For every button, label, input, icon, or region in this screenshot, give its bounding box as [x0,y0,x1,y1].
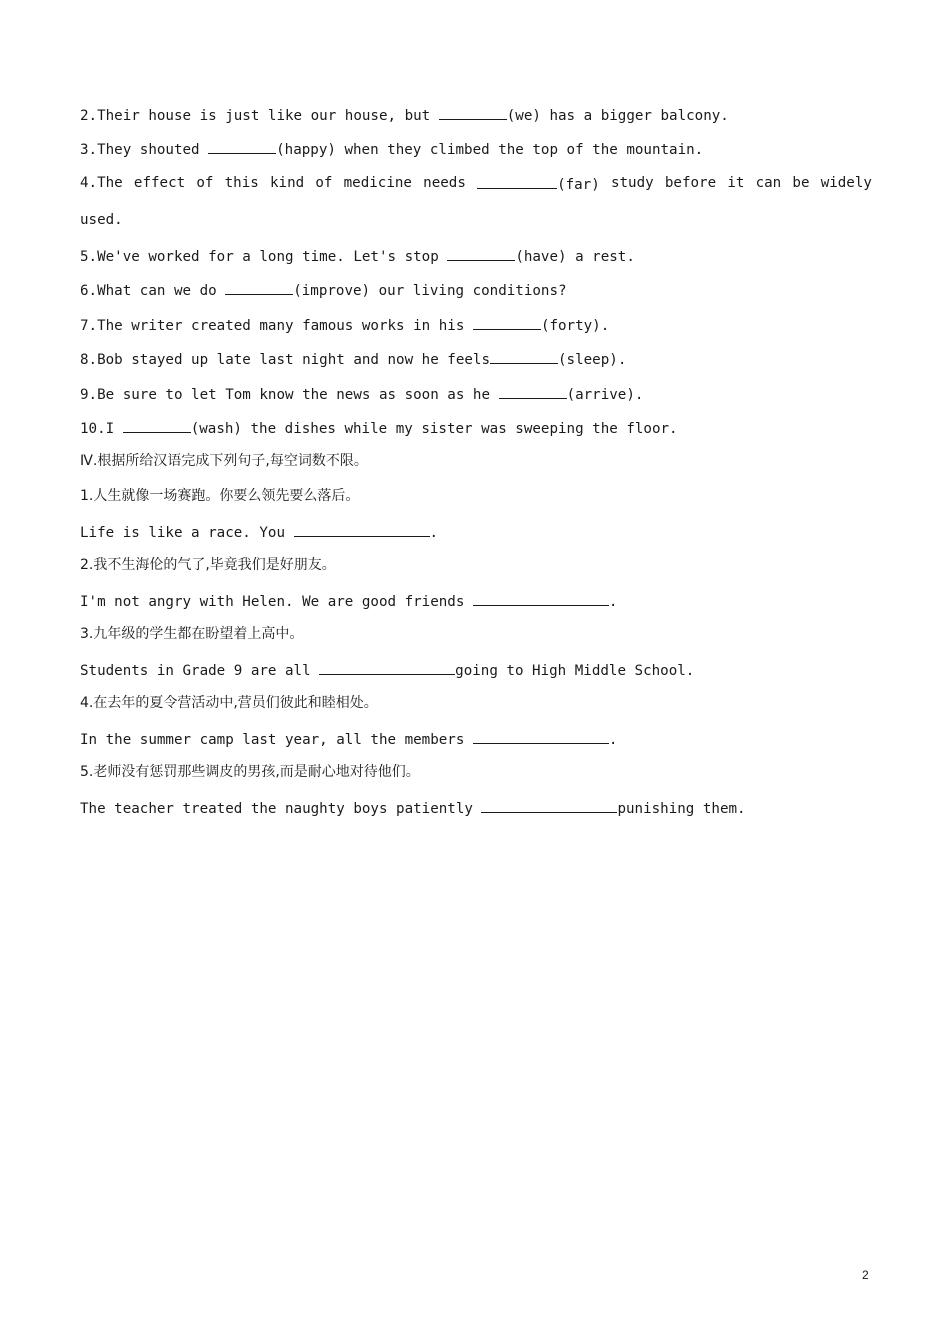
word-hint: (wash) [190,421,242,437]
question-3-7 [80,314,872,336]
word-hint: (have) [515,249,567,265]
translation-item-4-chinese [80,693,872,713]
word-hint: (arrive) [566,387,635,403]
word-hint: (improve) [293,283,371,299]
chinese-prompt: 1.人生就像一场赛跑。你要么领先要么落后。 [80,488,360,504]
question-3-5 [80,245,872,267]
chinese-prompt: 3.九年级的学生都在盼望着上高中。 [80,626,304,642]
question-word: be [792,175,810,191]
translation-item-3-chinese [80,624,872,644]
question-number: 2. [80,108,98,124]
answer-blank[interactable] [294,521,430,537]
question-text-after: when they climbed the top of the mountain. [335,142,704,158]
question-3-6 [80,279,872,301]
english-text-after: going to High Middle School. [455,663,695,679]
english-text-after: . [608,732,618,748]
answer-blank[interactable] [123,417,191,433]
question-text: The writer created many famous works in his [97,318,473,334]
question-text: used. [80,212,123,228]
chinese-prompt: 4.在去年的夏令营活动中,营员们彼此和睦相处。 [80,695,378,711]
answer-blank[interactable] [481,797,617,813]
answer-blank[interactable] [208,138,276,154]
question-word: kind [269,175,305,191]
question-3-9 [80,383,872,405]
answer-blank[interactable] [473,590,609,606]
translation-item-5-chinese [80,762,872,782]
question-word: this [224,175,259,191]
english-text-after: . [429,525,439,541]
question-text: Bob stayed up late last night and now he feels [97,352,491,368]
question-text: What can we do [97,283,226,299]
english-text: I'm not angry with Helen. We are good friends [80,594,473,610]
page-number: 2 [862,1268,869,1282]
question-text: 4.The [80,175,123,191]
question-number: 5. [80,249,98,265]
answer-blank[interactable] [473,314,541,330]
word-hint: (we) [506,108,541,124]
english-text-after: punishing them. [617,801,746,817]
question-text: Their house is just like our house, but [97,108,439,124]
answer-blank[interactable] [490,348,558,364]
question-text: I [105,421,123,437]
translation-item-5-english [80,797,872,819]
question-text: Be sure to let Tom know the news as soon as he [97,387,499,403]
question-text-after: a rest. [566,249,635,265]
translation-item-2-chinese [80,555,872,575]
question-word: needs [423,175,466,191]
chinese-prompt: 5.老师没有惩罚那些调皮的男孩,而是耐心地对待他们。 [80,764,420,780]
word-hint: (far) [557,177,600,193]
translation-item-2-english [80,590,872,612]
english-text-after: . [608,594,618,610]
answer-with-hint [477,173,600,195]
question-word: of [315,175,333,191]
question-text-after: . [634,387,644,403]
question-3-2 [80,104,872,126]
chinese-prompt: 2.我不生海伦的气了,毕竟我们是好朋友。 [80,557,336,573]
word-hint: (sleep) [558,352,618,368]
answer-blank[interactable] [447,245,515,261]
question-text-after: has a bigger balcony. [540,108,729,124]
question-word: of [196,175,214,191]
question-3-4 [80,173,872,195]
question-word: widely [820,175,872,191]
question-word: before [664,175,717,191]
answer-blank[interactable] [439,104,507,120]
question-3-4-continuation [80,210,872,230]
translation-item-4-english [80,728,872,750]
question-text-after: . [617,352,627,368]
question-3-10 [80,417,872,439]
question-word: medicine [343,175,412,191]
english-text: Students in Grade 9 are all [80,663,320,679]
question-3-8 [80,348,872,370]
question-3-3 [80,138,872,160]
word-hint: (forty) [540,318,601,334]
question-number: 7. [80,318,98,334]
question-word: it [727,175,745,191]
question-text-after: . [600,318,610,334]
answer-blank[interactable] [499,383,567,399]
translation-item-1-english [80,521,872,543]
question-number: 6. [80,283,98,299]
english-text: In the summer camp last year, all the members [80,732,473,748]
question-text-after: the dishes while my sister was sweeping the floor. [241,421,678,437]
question-word: can [755,175,782,191]
question-number: 10. [80,421,106,437]
english-text: Life is like a race. You [80,525,294,541]
section-heading-iv [80,451,872,471]
question-number: 8. [80,352,98,368]
question-number: 3. [80,142,98,158]
question-word: study [610,175,654,191]
question-text: We've worked for a long time. Let's stop [97,249,448,265]
answer-blank[interactable] [225,279,293,295]
translation-item-1-chinese [80,486,872,506]
question-number: 9. [80,387,98,403]
answer-blank[interactable] [319,659,455,675]
translation-item-3-english [80,659,872,681]
question-text: They shouted [97,142,209,158]
section-heading-text: Ⅳ.根据所给汉语完成下列句子,每空词数不限。 [80,453,368,469]
answer-blank[interactable] [473,728,609,744]
answer-blank[interactable] [477,173,557,189]
question-word: effect [133,175,186,191]
english-text: The teacher treated the naughty boys patiently [80,801,482,817]
question-text-after: our living conditions? [370,283,567,299]
word-hint: (happy) [276,142,336,158]
